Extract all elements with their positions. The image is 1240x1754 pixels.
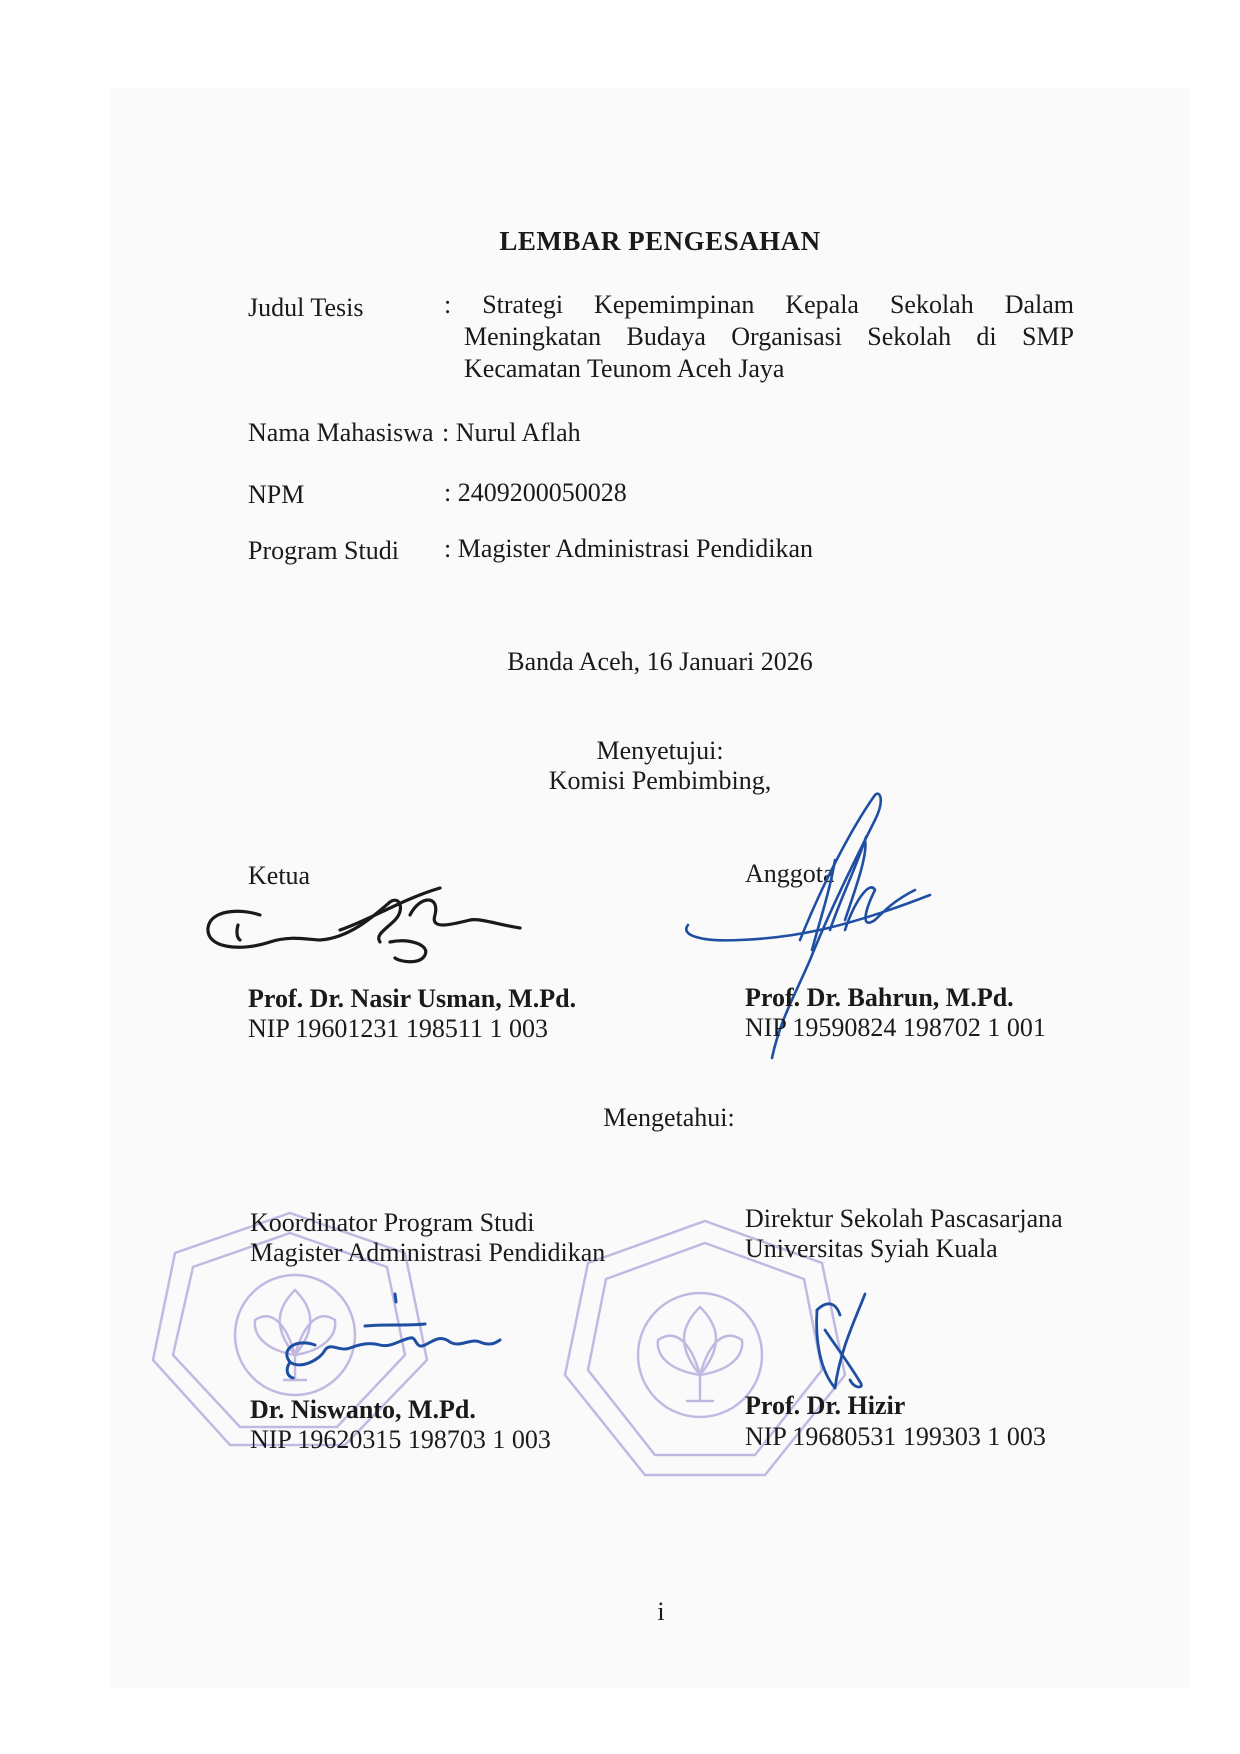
- anggota-name: Prof. Dr. Bahrun, M.Pd.: [745, 983, 1014, 1012]
- date-place: Banda Aceh, 16 Januari 2026: [507, 647, 813, 676]
- committee-label: Komisi Pembimbing,: [548, 766, 772, 795]
- anggota-nip: NIP 19590824 198702 1 001: [745, 1013, 1046, 1042]
- ketua-signature: [200, 880, 520, 970]
- ketua-nip: NIP 19601231 198511 1 003: [248, 1014, 548, 1043]
- judul-line-2: Meningkatan Budaya Organisasi Sekolah di SMP: [464, 322, 1074, 351]
- koordinator-role-line1: Koordinator Program Studi: [250, 1208, 535, 1237]
- direktur-signature: [805, 1290, 885, 1400]
- nama-value: : Nurul Aflah: [442, 418, 581, 447]
- koordinator-name: Dr. Niswanto, M.Pd.: [250, 1395, 476, 1424]
- anggota-role: Anggota: [745, 859, 835, 888]
- direktur-role-line2: Universitas Syiah Kuala: [745, 1234, 998, 1263]
- direktur-name: Prof. Dr. Hizir: [745, 1391, 906, 1420]
- judul-line-3: Kecamatan Teunom Aceh Jaya: [464, 354, 785, 383]
- judul-line-1: : Strategi Kepemimpinan Kepala Sekolah Dalam: [444, 290, 1074, 319]
- acknowledge-heading: Mengetahui:: [603, 1103, 735, 1132]
- prodi-label: Program Studi: [248, 536, 399, 565]
- koordinator-role-line2: Magister Administrasi Pendidikan: [250, 1238, 606, 1267]
- prodi-value: : Magister Administrasi Pendidikan: [444, 534, 814, 563]
- npm-value: : 2409200050028: [444, 478, 627, 507]
- document-title: LEMBAR PENGESAHAN: [499, 226, 821, 256]
- judul-label: Judul Tesis: [248, 293, 364, 322]
- koordinator-signature: [275, 1290, 505, 1390]
- page-number: i: [657, 1597, 665, 1626]
- ketua-name: Prof. Dr. Nasir Usman, M.Pd.: [248, 984, 577, 1013]
- direktur-nip: NIP 19680531 199303 1 003: [745, 1422, 1046, 1451]
- koordinator-nip: NIP 19620315 198703 1 003: [250, 1425, 551, 1454]
- direktur-role-line1: Direktur Sekolah Pascasarjana: [745, 1204, 1063, 1233]
- npm-label: NPM: [248, 480, 305, 509]
- approval-heading: Menyetujui:: [596, 736, 724, 765]
- ketua-role: Ketua: [248, 861, 311, 890]
- nama-label: Nama Mahasiswa: [248, 418, 434, 447]
- judul-value: [444, 289, 1074, 385]
